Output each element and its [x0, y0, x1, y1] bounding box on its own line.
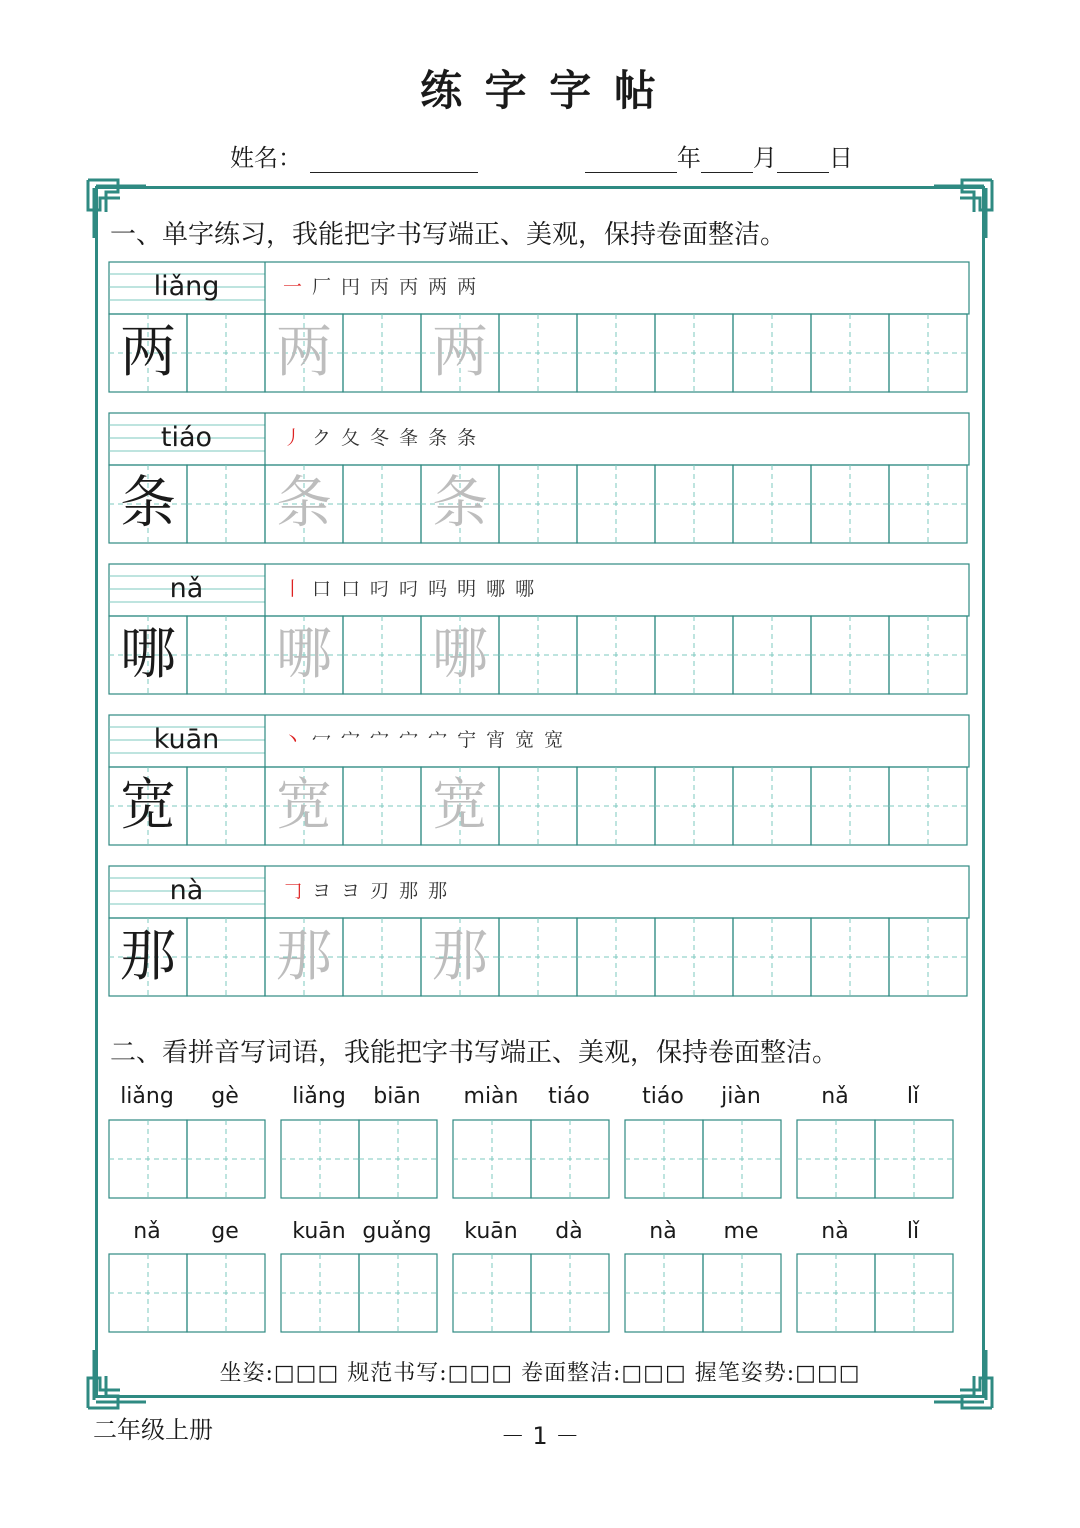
word-pinyin: tiáo [548, 1084, 590, 1109]
word-writing-box[interactable] [624, 1119, 784, 1199]
trace-char: 哪 [276, 622, 332, 687]
word-pinyin: dà [555, 1219, 583, 1244]
stroke-step: 丙 [399, 276, 419, 298]
char-pinyin: liǎng [153, 271, 220, 302]
char-block-4 [108, 714, 970, 846]
year-field[interactable] [585, 146, 677, 173]
word-pinyin: kuān [464, 1219, 518, 1244]
word-pinyin: miàn [463, 1084, 519, 1109]
stroke-step: 冖 [312, 729, 332, 751]
stroke-step: 宀 [399, 729, 419, 751]
stroke-step: 丨 [283, 578, 303, 600]
word-pinyin: jiàn [721, 1084, 761, 1109]
stroke-step: 口 [341, 578, 361, 600]
score-checklist: 坐姿:□□□ 规范书写:□□□ 卷面整洁:□□□ 握笔姿势:□□□ [219, 1361, 861, 1386]
word-pinyin: nà [649, 1219, 677, 1244]
month-label: 月 [752, 144, 777, 172]
trace-char: 那 [432, 924, 488, 989]
stroke-step: ク [312, 427, 332, 449]
word-pinyin: nǎ [133, 1219, 161, 1244]
stroke-step: 宀 [370, 729, 390, 751]
word-writing-box[interactable] [452, 1119, 612, 1199]
stroke-step: 丶 [283, 729, 303, 751]
page-number: － 1 － [500, 1422, 580, 1450]
model-char: 哪 [120, 622, 176, 687]
day-label: 日 [828, 144, 853, 172]
char-block-3 [108, 563, 970, 695]
word-pinyin: liǎng [120, 1084, 174, 1109]
word-pinyin: gè [211, 1084, 239, 1109]
model-char: 两 [120, 320, 176, 385]
page-title: 练 字 字 帖 [420, 66, 660, 115]
stroke-step: 叼 [370, 578, 390, 600]
month-field[interactable] [701, 146, 753, 173]
stroke-step: 哪 [486, 578, 506, 600]
word-pinyin: guǎng [362, 1219, 432, 1244]
word-pinyin: tiáo [642, 1084, 684, 1109]
stroke-step: 冬 [370, 427, 390, 449]
grade-label: 二年级上册 [93, 1416, 213, 1444]
stroke-step: 宵 [486, 729, 506, 751]
stroke-step: 𠃌 [283, 880, 303, 902]
stroke-step: 两 [457, 276, 477, 298]
word-pinyin: ge [211, 1219, 239, 1244]
trace-char: 那 [276, 924, 332, 989]
stroke-order [283, 714, 573, 766]
word-pinyin: me [723, 1219, 759, 1244]
stroke-step: 条 [457, 427, 477, 449]
char-block-5 [108, 865, 970, 997]
char-pinyin: tiáo [160, 422, 213, 453]
char-pinyin: kuān [153, 724, 220, 755]
trace-char: 两 [276, 320, 332, 385]
word-pinyin: nǎ [821, 1084, 849, 1109]
trace-char: 条 [276, 471, 332, 536]
stroke-step: 厂 [312, 276, 332, 298]
word-writing-box[interactable] [796, 1253, 956, 1333]
word-writing-box[interactable] [796, 1119, 956, 1199]
stroke-step: ヨ [341, 880, 361, 902]
word-pinyin: biān [373, 1084, 421, 1109]
char-pinyin: nà [169, 875, 204, 906]
trace-char: 条 [432, 471, 488, 536]
stroke-step: 哪 [515, 578, 535, 600]
stroke-step: ヨ [312, 880, 332, 902]
section2-title: 二、看拼音写词语，我能把字书写端正、美观，保持卷面整洁。 [110, 1038, 839, 1068]
word-pinyin: kuān [292, 1219, 346, 1244]
stroke-step: 宀 [341, 729, 361, 751]
stroke-step: 宀 [428, 729, 448, 751]
stroke-step: 宽 [515, 729, 535, 751]
word-writing-box[interactable] [280, 1253, 440, 1333]
stroke-order [283, 563, 544, 615]
stroke-step: 叼 [399, 578, 419, 600]
section1-title: 一、单字练习，我能把字书写端正、美观，保持卷面整洁。 [110, 220, 787, 250]
stroke-order [283, 865, 457, 917]
stroke-step: 明 [457, 578, 477, 600]
word-pinyin: lǐ [906, 1219, 920, 1244]
word-writing-box[interactable] [108, 1119, 268, 1199]
word-pinyin: liǎng [292, 1084, 346, 1109]
name-date-line [230, 138, 853, 173]
stroke-step: 丿 [283, 427, 303, 449]
char-pinyin: nǎ [169, 573, 204, 604]
name-label: 姓名： [230, 144, 302, 172]
stroke-step: 夆 [399, 427, 419, 449]
stroke-step: 宁 [457, 729, 477, 751]
trace-char: 宽 [276, 773, 332, 838]
stroke-step: 丙 [370, 276, 390, 298]
word-writing-box[interactable] [280, 1119, 440, 1199]
trace-char: 宽 [432, 773, 488, 838]
char-block-2 [108, 412, 970, 544]
trace-char: 哪 [432, 622, 488, 687]
word-writing-box[interactable] [452, 1253, 612, 1333]
word-pinyin: nà [821, 1219, 849, 1244]
stroke-step: 円 [341, 276, 361, 298]
stroke-step: 那 [428, 880, 448, 902]
stroke-step: 一 [283, 276, 303, 298]
stroke-step: 两 [428, 276, 448, 298]
year-label: 年 [676, 144, 701, 172]
model-char: 条 [120, 471, 176, 536]
model-char: 那 [120, 924, 176, 989]
stroke-step: 口 [312, 578, 332, 600]
word-pinyin: lǐ [906, 1084, 920, 1109]
stroke-step: 宽 [544, 729, 564, 751]
word-writing-box[interactable] [624, 1253, 784, 1333]
trace-char: 两 [432, 320, 488, 385]
stroke-step: 条 [428, 427, 448, 449]
day-field[interactable] [777, 146, 829, 173]
model-char: 宽 [120, 773, 176, 838]
word-writing-box[interactable] [108, 1253, 268, 1333]
char-block-1 [108, 261, 970, 393]
stroke-step: 吗 [428, 578, 448, 600]
stroke-step: 夂 [341, 427, 361, 449]
stroke-order [283, 412, 486, 464]
name-field[interactable] [310, 146, 478, 173]
stroke-step: 那 [399, 880, 419, 902]
stroke-step: 刃 [370, 880, 390, 902]
stroke-order [283, 261, 486, 313]
